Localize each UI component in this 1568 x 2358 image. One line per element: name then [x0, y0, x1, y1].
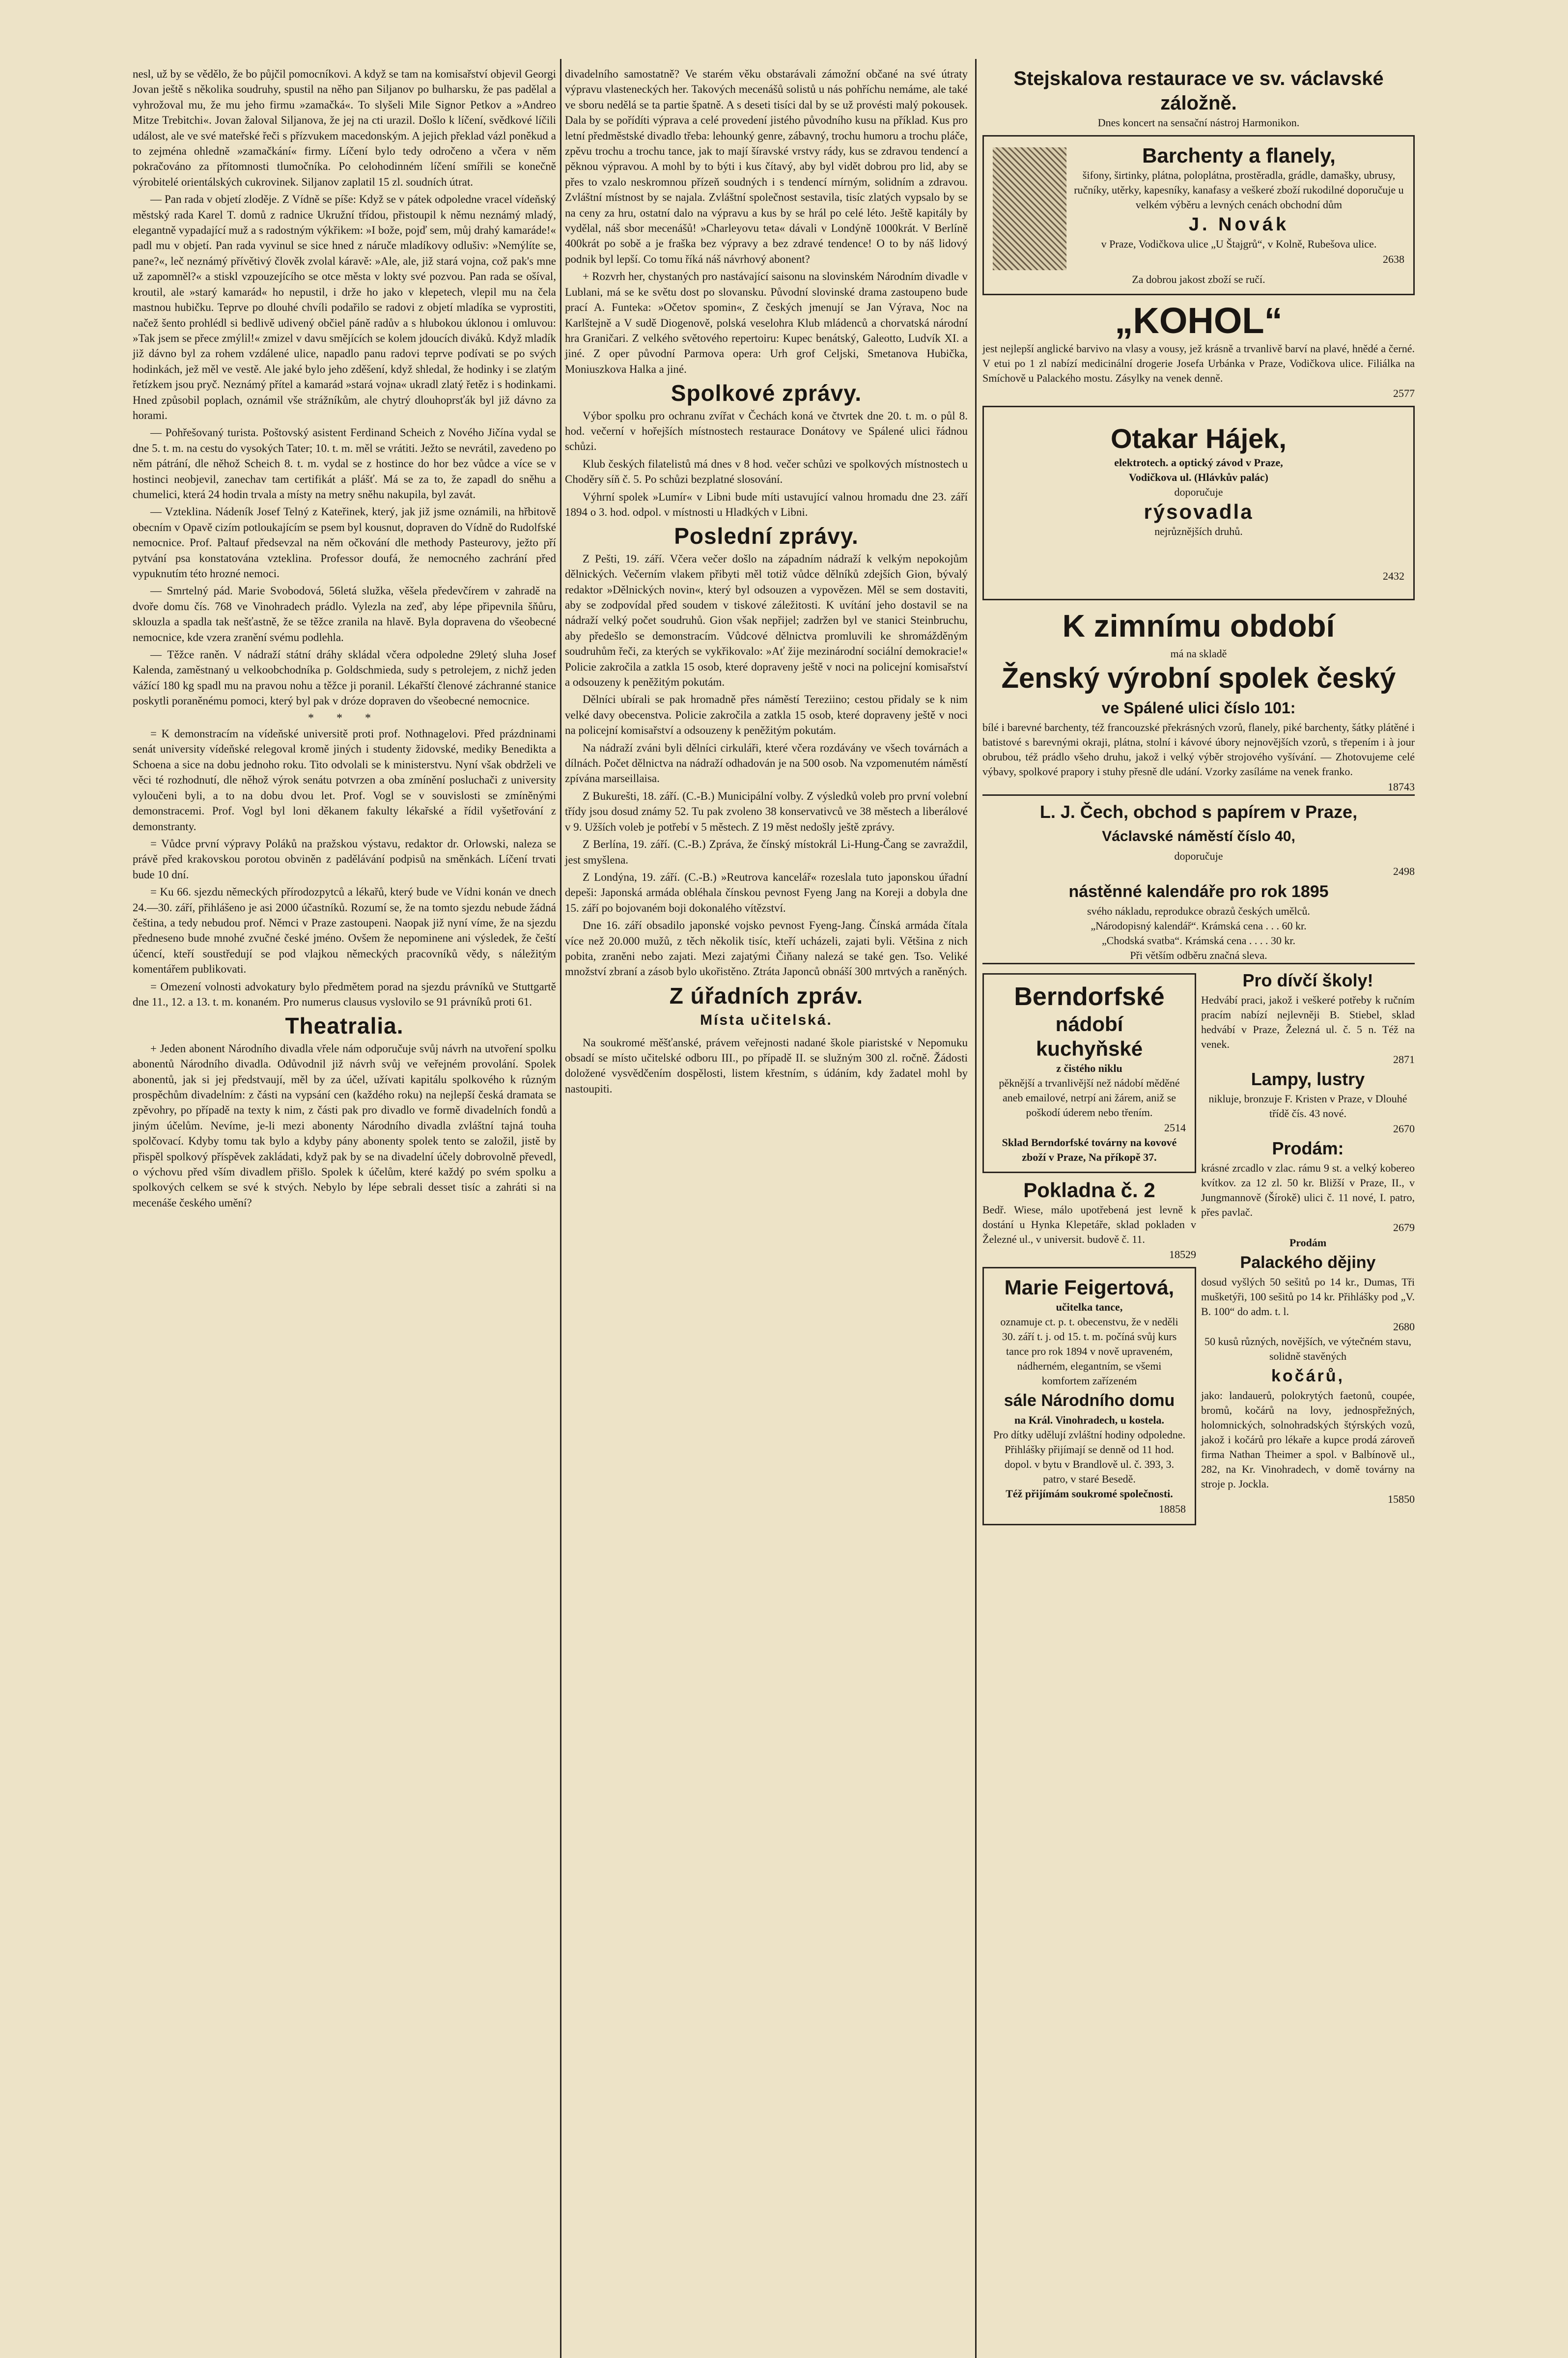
ad-divci-skoly	[1201, 968, 1415, 1067]
ad-stejskal-line: Dnes koncert na sensační nástroj Harmonikon.	[1097, 116, 1300, 129]
ad-feigertova-sub: učitelka tance,	[1056, 1301, 1123, 1314]
ad-palacky-number: 2680	[1393, 1320, 1415, 1333]
ad-hajek-line1: elektrotech. a optický závod v Praze,	[1114, 456, 1283, 469]
ad-cech-line5: „Chodská svatba“. Krámská cena . . . . 30 kr.	[1101, 934, 1296, 947]
ad-pokladna	[982, 1178, 1196, 1262]
notice-skola: Na soukromé měšťanské, právem veřejnosti nadané škole piaristské v Nepomuku obsadí se místo učitelské odboru III., po případě II. se služným 300 zl. ročně. Žádosti doložené vysvědčením dospělosti, listem křestním, s údáním, kdy žadatel mohl by nastoupiti.	[565, 1036, 968, 1095]
ad-barchenty-name: J. Novák	[1188, 214, 1289, 235]
ad-prodam-number: 2679	[1393, 1221, 1415, 1234]
ad-kocary-title: kočárů,	[1271, 1367, 1344, 1386]
article-smrtelny-pad: — Smrtelný pád. Marie Svobodová, 56letá služka, věšela předevčírem v zahradě na dvoře domu čís. 768 ve Vinohradech prádlo. Vylezla na zeď, aby lépe připevnila šňůru, sklouzla a spadla tak nešťastně, že se těžce zranila na hlavě. Byla dopravena do všeobecné nemocnice, kde vzera zranění svému podlehla.	[133, 585, 556, 644]
ad-cech-line3: svého nákladu, reprodukce obrazů českých umělců.	[1087, 904, 1310, 917]
section-heading-spolkove: Spolkové zprávy.	[671, 380, 862, 406]
ad-prodam-text: krásné zrcadlo v zlac. rámu 9 st. a velký kobereo kvítkov. za 12 zl. 50 kr. Bližší v Praze, II., v Jungmannově (Šírokě) ulici č. 11 nové, I. patro, přes pavlač.	[1201, 1162, 1415, 1219]
ad-hajek	[982, 406, 1415, 600]
ad-kocary	[1201, 1334, 1415, 1507]
ad-zensky-spolek	[982, 605, 1415, 794]
ad-cech-line6: Při větším odběru značná sleva.	[1130, 949, 1267, 961]
ad-barchenty-text: šifony, širtinky, plátna, poloplátna, prostěradla, grádle, damašky, ubrusy, ručníky, utěrky, kapesníky, kanafasy a veškeré zboží rukodilné doporučuje u velkém výběru a levných cenách obchodní dům	[1074, 169, 1404, 211]
ad-hajek-line3: doporučuje	[1174, 486, 1223, 499]
news-london-2: Dne 16. září obsadilo japonské vojsko pevnost Fyeng-Jang. Čínská armáda čítala více než 20.000 mužů, z těch několik tisíc, kteří ucházeli, zajati byli. Většina z nich pobita, zraněni nebo zajati. Mezi zajatými Čiňany nalezá se také gen. Tso. Veliké množství zbraní a zásob bylo ukořistěno. Ztráta Japonců obnáší 300 mrtvých a raněných.	[565, 919, 968, 978]
ad-feigertova-text: oznamuje ct. p. t. obecenstvu, že v neděli 30. září t. j. od 15. t. m. počíná svůj kurs tance pro rok 1894 v nově upraveném, nádherném, elegantním, se všemi komfortem zařízeném	[1000, 1316, 1178, 1387]
ad-cech-addr: Václavské náměstí číslo 40,	[1102, 828, 1295, 845]
ad-prodam-zrcadlo	[1201, 1136, 1415, 1235]
ad-lampy-number: 2670	[1393, 1123, 1415, 1135]
ad-cech-line2: nástěnné kalendáře pro rok 1895	[1068, 882, 1329, 901]
ad-zensky-title: K zimnímu období	[1062, 608, 1335, 644]
ad-kohol	[982, 300, 1415, 401]
ad-kocary-text: 50 kusů různých, novějších, ve výtečném stavu, solidně stavěných	[1204, 1335, 1411, 1363]
news-bukurest: Z Bukurešti, 18. září. (C.-B.) Municipální volby. Z výsledků voleb pro první volební třídy jsou dosud známy 52. Tu pak zvoleno 38 konservativců ve 38 městech a liberálové v 9. Užších voleb je potřebí v 5 městech. Z 19 měst nedošly ještě zprávy.	[565, 789, 968, 833]
ad-hajek-number: 2432	[1383, 570, 1404, 583]
ad-kohol-title: „KOHOL“	[1115, 300, 1283, 341]
ad-cech-line4: „Národopisný kalendář“. Krámská cena . . . 60 kr.	[1091, 919, 1307, 932]
ad-narodni-dum-title: sále Národního domu	[1004, 1391, 1175, 1410]
ad-berndorf-line2: kuchyňské	[1036, 1037, 1143, 1060]
ad-feigertova-title: Marie Feigertová,	[1004, 1276, 1175, 1299]
ad-hajek-line5: nejrůznějších druhů.	[1154, 525, 1243, 538]
ad-palacky	[1201, 1235, 1415, 1334]
ads-left-subcolumn	[982, 968, 1196, 1530]
ads-right-subcolumn	[1201, 968, 1415, 1530]
ad-barchenty-foot: Za dobrou jakost zboží se ručí.	[1132, 273, 1265, 285]
ad-barchenty-title: Barchenty a flanely,	[1142, 144, 1336, 167]
ad-cech-title: L. J. Čech, obchod s papírem v Praze,	[1039, 802, 1358, 822]
news-pest: Z Pešti, 19. září. Včera večer došlo na západním nádraží k velkým nepokojům dělnických. Večerním vlakem přibyti měl totiž vůdce dělníků zdejších Gion, bývalý redaktor »Dělnických novin«, který byl odsouzen a vypovězen. Měl se sem dostaviti, aby se zodpovídal před soudem v tiskové záležitosti. K uvítání jeho dostavil se na nádraží velký počet soudruhů. Gion však nepřijel; zadržen byl ve stanici Steinbruchu, aby předešlo se demonstracím. Vůdcové dělnictva promluvili ke shromážděným soudruhům řeči, za kterých se vykřikovalo: »Ať žije mezinárodní sociální demokracie!« Policie zakročila a zatkla 15 osob, které dopraveny ještě v noci na policejní komisařství a odsouzeny k peněžitým pokutám.	[565, 552, 968, 689]
ad-berndorf	[982, 973, 1196, 1173]
ad-berndorf-line1: nádobí	[1055, 1012, 1123, 1036]
news-pest-2: Dělníci ubírali se pak hromadně přes náměstí Tereziino; cestou přidaly se k nim velké davy obecenstva. Policie zakročila a zatkla 15 osob, které dopraveny ještě v noci na policejní komisařství a odsouzeny k peněžitým pokutám.	[565, 693, 968, 737]
ad-lampy-text: nikluje, bronzuje F. Kristen v Praze, v Dlouhé třídě čís. 43 nové.	[1208, 1093, 1407, 1120]
ad-palacky-text: dosud vyšlých 50 sešitů po 14 kr., Dumas, Tři mušketýři, 100 sešitů po 14 kr. Přihlášky pod „V. B. 100“ do adm. t. l.	[1201, 1275, 1415, 1318]
ad-narodni-dum-addr: na Král. Vinohradech, u kostela.	[1014, 1414, 1164, 1427]
ad-narodni-dum-text: Pro dítky udělují zvláštní hodiny odpoledne. Přihlášky přijímají se denně od 11 hod. dopol. v bytu v Brandlově ul. č. 393, 3. patro, v staré Besedě.	[993, 1429, 1186, 1486]
ad-berndorf-text: pěknější a trvanlivější než nádobí měděné aneb emailové, netrpí ani žárem, aniž se poškodí úderem nebo třením.	[999, 1076, 1180, 1119]
club-notice-lumir: Výhrní spolek »Lumír« v Libni bude míti ustavující valnou hromadu dne 23. září 1894 o 3. hod. odpol. v místnosti u Hladkých v Libni.	[565, 490, 968, 518]
ad-pokladna-number: 18529	[1169, 1248, 1196, 1261]
ad-palacky-sub: Prodám	[1289, 1236, 1327, 1249]
column-rule-1	[560, 59, 561, 2358]
club-notice-filatelisti: Klub českých filatelistů má dnes v 8 hod. večer schůzi ve spolkových místnostech u Choděry síň č. 5. Po schůzi bezplatné slosování.	[565, 457, 968, 486]
article-vzteklina: — Vzteklina. Nádeník Josef Telný z Kateřinek, který, jak již jsme oznámili, na hřbitově obecním v Opavě cizím potloukajícím se psem byl kousnut, dopraven do Vídně do Rudolfské nemocnice. Prof. Paltauf předsevzal na něm očkování dle methody Pasteurovy, ježto pří pytvání psa konstatována vzteklina. Professor doufá, že nemocného zachrání před vypuknutím této hrozné nemoci.	[133, 505, 556, 580]
ad-divci-skoly-title: Pro dívčí školy!	[1242, 970, 1373, 990]
section-divider: * * *	[308, 711, 381, 725]
section-subheading-mista: Místa učitelská.	[700, 1012, 833, 1029]
article-abonent: + Jeden abonent Národního divadla vřele nám odporučuje svůj návrh na utvoření spolku abonentů Národního divadla. Odůvodnil již návrh svůj ve veřejném provolání. Spolek abonentů, jak si jej předstvaují, měl by za účel, užívati kapitálu spolkového k různým prospěchům divadelním: z části na vypsání cen (každého roku) na nejlepší česká dramata se zpěvohry, po případě na texty k nim, z části pak pro divadlo ve formě divadelních fondů a jiným účelům. Nevíme, je-li mezi abonenty Národního divadla zvláštní tajná touha spolčovací. Kdyby tomu tak bylo a kdyby pány abonenty spolek tento se založil, jistě by přispěl spolkový příspěvek zakládati, když pak by se na divadelní účely dobrovolně převedl, o výchovu před vším divadlem přišlo. Spolek k účelům, které každý po svém spolku a spolkových celkem se své k stvých. Nebylo by lépe sebrali desset tisíc a zahráti si na mecenáše českého umění?	[133, 1042, 556, 1209]
ad-berndorf-number: 2514	[1164, 1121, 1186, 1134]
ad-stejskal	[982, 66, 1415, 130]
article-sjezd: = Ku 66. sjezdu německých přírodozpytců a lékařů, který bude ve Vídni konán ve dnech 24.—30. září, přihlášeno je asi 2000 účastníků. Rozumí se, že na tomto sjezdu nebude žádná čeština, a tedy nebudou prof. Němci v Praze zastoupeni. Naopak již nyní víme, že na sjezdu předneseno bude mnohé zvučné české jméno. Ovšem že nepominene ani výsledek, že čeští účencí, kteří soustředují se pod vlajkou německých pracovníků vědy, s náležitým komentářem publikovati.	[133, 886, 556, 976]
ad-kohol-number: 2577	[1393, 387, 1415, 399]
ad-divci-skoly-text: Hedvábí praci, jakož i veškeré potřeby k ručním pracím nabízí nejlevněji B. Stiebel, sklad hedvábí v Praze, Železná ul. č. 5 n. Též na venek.	[1201, 993, 1415, 1050]
ad-zensky-text: bílé i barevné barchenty, též francouzské překrásných vzorů, flanely, piké barchenty, šátky plátěné i batistové s barevnými okraji, plátna, stolní i kávové úbory nejnovějších vzorů, s třepením i à jour obrubou, též prádlo všeho druhu, jakož i velký výběr strojového vyšívání. — Zhotovujeme celé výbavy, spolkové prapory i stuhy přesně dle udání. Vzorky zasíláme na venek franko.	[982, 721, 1415, 778]
article-advokatura: = Omezení volnosti advokatury bylo předmětem porad na sjezdu právníků ve Stuttgartě dne 11., 12. a 13. t. m. konaném. Pro numerus clausus vyslovilo se 91 právníků proti 61.	[133, 980, 556, 1008]
ad-lampy-title: Lampy, lustry	[1251, 1069, 1365, 1090]
ad-stejskal-title: Stejskalova restaurace ve sv. václavské záložně.	[1013, 68, 1384, 114]
ad-barchenty-addr: v Praze, Vodičkova ulice „U Štajgrů“, v Kolně, Rubešova ulice.	[1101, 238, 1377, 250]
article-demonstrace: = K demonstracím na vídeňské universitě proti prof. Nothnagelovi. Před prázdninami senát university vídeňské relegoval kromě jiných i studenty židovské, mediky Benedikta a Schoena a sice na dobu jednoho roku. Tito odvolali se k ministerstvu. Nyní však obdrželi ve věci té rozhodnutí, dle něhož výrok senátu potvrzen a oba zmínění posluchači z university vyloučeni byli, a to na dobu dvou let. Prof. Vogl se v souvislosti se zmíněnými demonstracemi. Prof. Vogl byl loni děkanem fakulty lékařské a řídil vyšetřování z demonstranty.	[133, 728, 556, 833]
ad-divci-skoly-number: 2871	[1393, 1053, 1415, 1066]
ad-zensky-number: 18743	[1388, 780, 1415, 793]
article-turista: — Pohřešovaný turista. Poštovský asistent Ferdinand Scheich z Nového Jičína vydal se dne 5. t. m. na cestu do vysokých Tater; 10. t. m. měl se vrátiti. Ježto se nevrátil, zavedeno po něm pátrání, dle něhož Scheich 8. t. m. vydal se z hostince do hor bez vůdce a více se v hostinci neobjevil, zanechav tam certifikát a plášť. Má se za to, že zapadl do sněhu a chumelici, která 24 hodin trvala a místy na metry sněhu nakupila, byl zavát.	[133, 426, 556, 501]
ad-kocary-text2: jako: landauerů, polokrytých faetonů, coupée, bromů, kočárů na lovy, jednospřežných, holomnických, solnohradských štýrských vozů, jakož i kočárů pro lékaře a kupce prodá zároveň firma Nathan Theimer a spol. v Balbínově ul., 282, na Kr. Vinohradech, v domě továrny na stroje p. Jockla.	[1201, 1389, 1415, 1490]
section-heading-uradni: Z úřadních zpráv.	[669, 982, 864, 1009]
ads-two-column	[982, 963, 1415, 1530]
ad-narodni-dum-number: 18858	[1159, 1503, 1186, 1516]
ad-zensky-sub: má na skladě	[1170, 647, 1227, 660]
news-column-2	[565, 66, 968, 1098]
section-heading-posledni: Poslední zprávy.	[674, 523, 859, 549]
column-rule-2	[975, 59, 977, 2358]
article-siljanov: nesl, už by se vědělo, že bo půjčil pomocníkovi. A když se tam na komisařství objevil Georgi Jovan ještě s několika soudruhy, spustil na něho pan Siljanov po bulharsku, že pas padělal a vyhrožoval mu, že mu jeho firmu »zamačká«. To slyšeli Mile Signor Petkov a »Andreo Mitze Trebitchi«. Jovan žaloval Siljanova, že jej na cti urazil. Došlo k líčení, svědkové líčili událost, ale ve své mateřské řeči s přízvukem macedonským. A jejich překlad vázl poněkud a to zejména ohledně »zamačkání« firmy. Líčení bylo tedy odročeno a včera v něm pokračováno za přítomnosti tlumočníka. Po celohodinném líčení smířili se konečně výrobitelé orientálských cukrovinek. Siljanov zaplatil 15 zl. soudních útrat.	[133, 68, 556, 188]
ad-zensky-name: Ženský výrobní spolek český	[1001, 662, 1396, 694]
ad-kocary-number: 15850	[1388, 1493, 1415, 1506]
ad-hajek-line4: rýsovadla	[1144, 500, 1254, 524]
ad-hajek-line2: Vodičkova ul. (Hlávkův palác)	[1128, 471, 1269, 484]
ad-prodam-title: Prodám:	[1272, 1138, 1344, 1159]
ads-column	[982, 66, 1415, 1530]
ad-barchenty-number: 2638	[1383, 253, 1404, 265]
ad-hajek-name: Otakar Hájek,	[1111, 423, 1287, 454]
ad-kohol-text: jest nejlepší anglické barvivo na vlasy a vousy, jež krásně a trvanlivě barví na plavé, hnědé a černé. V etui po 1 zl nabízí medicinální drogerie Josefa Urbánka v Praze, Vodičkova ulice. Filiálka na Smíchově u Palackého mostu. Zásylky na venek denně.	[982, 342, 1415, 384]
ad-pokladna-title: Pokladna č. 2	[1023, 1179, 1155, 1202]
article-vudce-vypravy: = Vůdce první výpravy Poláků na pražskou výstavu, redaktor dr. Orlowski, naleza se právě před krakovskou porotou obviněn z padělávání podpisů na směnkách. Líčení trvati bude 10 dní.	[133, 837, 556, 881]
ad-cech-number: 2498	[1393, 865, 1415, 878]
news-london: Z Londýna, 19. září. (C.-B.) »Reutrova kancelář« rozeslala tuto japonskou úřadní depeši: Japonská armáda obléhala čínskou pevnost Fyeng Jang na Koreji a dobyla dne 15. září po bojovaném boji dokonalého vítězství.	[565, 870, 968, 914]
article-pan-rada: — Pan rada v objetí zloděje. Z Vídně se píše: Když se v pátek odpoledne vracel vídeňský městský rada Karel T. domů z radnice Ukružní třídou, přistoupil k němu neznámý mladý, elegantně vypadající muž a s radostným výkřikem: »I bože, pojď sem, můj drahý kamaráde!« padl mu v objetí. Pan rada vyvinul se sice hned z náruče mladíkovy odlušiv: »Nemýlíte se, pane?«, leč neznámý přívětivý člověk zvolal káravě: »Ale, ale, již stará vojna, což pak's mne už zapomněl?« a stiskl vzpouzejícího se otce města v lokty své pozvou. Pan rada se ošíval, kroutil, ale »starý kamarád« ho nepustil, i drže ho jako v klepetech, vlepil mu na čela mastnou hubičku. Teprve po dlouhé chvíli podařilo se radovi z objetí mladíka se vyprostiti, načež šento prohlédl si bedlivě udivený občiel páně radův a s hlubokou úklonou i omluvou: »Tak jsem se přece zmýlil!« zmizel v davu smějících se kolem jdoucích diváků. Když mladík již dávno byl za rohem vzdálené ulice, napadlo panu radovi teprve podívati se po svých hodinkách, jež měl ve vestě. Ale jaké bylo jeho zděšení, když shledal, že hodinky i se zlatým řetízkem jsou pryč. Neznámý přítel a kamarád »stará vojna« ukradl zlatý řetěz i s hodinkami. Hned způsobil poplach, oznámil vše strážníkům, ale chytrý dlouhoprsťák byl již dávno za horami.	[133, 193, 556, 421]
ad-lampy	[1201, 1067, 1415, 1136]
article-lublan: + Rozvrh her, chystaných pro nastávající saisonu na slovinském Národním divadle v Lublani, má se ke světu dost po slovansku. Původní slovinské drama zastoupeno bude prací A. Funteka: »Očetov spomin«, Z českých jmenují se Jan Výrava, Noc na Karlštejně a V sudě Diogenově, polská veselohra Klub mládenců a chorvatská národní hra Graničari. Z velkého světového repertoiru: Kupec benátský, Galeotto, Ludvík XI. a jiné. Z oper původní Parmova opera: Urh grof Celjski, Smetanova Hubička, Moniuszkova Halka a jiné.	[565, 270, 968, 375]
news-column-1	[133, 66, 556, 1212]
ad-cech-line1: doporučuje	[1174, 850, 1223, 863]
lady-illustration	[993, 147, 1066, 270]
ad-cech	[982, 794, 1415, 962]
ad-pokladna-text: Bedř. Wiese, málo upotřebená jest levně k dostání u Hynka Klepetáře, sklad pokladen v Železné ul., v universit. budově č. 11.	[982, 1204, 1196, 1246]
ad-palacky-title: Palackého dějiny	[1240, 1253, 1376, 1272]
article-tezce-ranen: — Těžce raněn. V nádraží státní dráhy skládal včera odpoledne 29letý sluha Josef Kalenda, zaměstnaný u velkoobchodníka p. Goldschmieda, sudy s petrolejem, z nichž jeden vážící 180 kg spadl mu na pravou nohu a těžce ji poranil. Lékařští členové záchranné stanice poskytli poraněnému pomoci, který byl pak v dróze dopraven do všeobecné nemocnice.	[133, 648, 556, 707]
ad-feigertova	[982, 1267, 1196, 1525]
ad-berndorf-line3: z čistého niklu	[1056, 1062, 1122, 1074]
ad-narodni-dum-line2: Též přijímám soukromé společnosti.	[1006, 1488, 1173, 1500]
club-notice-zvirata: Výbor spolku pro ochranu zvířat v Čechách koná ve čtvrtek dne 20. t. m. o půl 8. hod. večerní v hořejších místnostech restaurace Donátovy ve Spálené ulici řádnou schůzi.	[565, 409, 968, 453]
ad-berndorf-title: Berndorfské	[1014, 982, 1165, 1011]
ad-zensky-addr: ve Spálené ulici číslo 101:	[1101, 699, 1296, 717]
article-theatralia-cont: divadelního samostatně? Ve starém věku obstarávali zámožní občané na své útraty výpravu vlasteneckých her. Takových mecenášů solistů u nás pohříchu nemáme, ale také ve sboru nedělá se ta partie špatně. A s deseti tisíci dal by se už provésti malý pokousek. Dala by se pořídíti výprava a celé provedení jistého původního kusu na příklad. Kus pro letní předměstské divadlo třeba: lehounký genre, zábavný, trochu humoru a trochu pláče, zpěvu trochu a trochu tance, jak to mají šíravské vrstvy rády, kus se zdravou tendencí a pěknou výpravou. A mohl by to býti i kus čítavý, aby byl vidět dobrou pro lid, aby se přes to vzalo neskromnou přízeň soudných i s tendencí mírným, solidním a zdravou. Zvláštní místnost by se najala. Zvláštní společnost sestavila, tisíc zlatých vypsalo by se na ceny za hru, ostatní dalo na výpravu a kus by se hrál po celé léto. Ještě kapitály by vydělal, náš sbor mecenášů! »Charleyovu teta« dávali v Londýně 1000krát. V Berlíně 400krát po sobě a je fraška bez výpravy a bez zdravé tendence! O to by náš lidový podnik byl lepší. Co tomu říká náš návrhový abonent?	[565, 68, 968, 265]
news-pest-3: Na nádraží zváni byli dělníci cirkuláři, které včera rozdávány ve všech továrnách a dílnách. Počet dělnictva na nádraží odhadován je na 500 osob. Na vzpomenutém náměstí zpívána marseillaisa.	[565, 741, 968, 785]
news-berlin: Z Berlína, 19. září. (C.-B.) Zpráva, že čínský místokrál Li-Hung-Čang se zavraždil, jest smyšlena.	[565, 838, 968, 866]
ad-berndorf-shop: Sklad Berndorfské továrny na kovové zboží v Praze, Na příkopě 37.	[1002, 1136, 1177, 1164]
ad-barchenty	[982, 135, 1415, 295]
section-heading-theatralia: Theatralia.	[285, 1013, 404, 1039]
